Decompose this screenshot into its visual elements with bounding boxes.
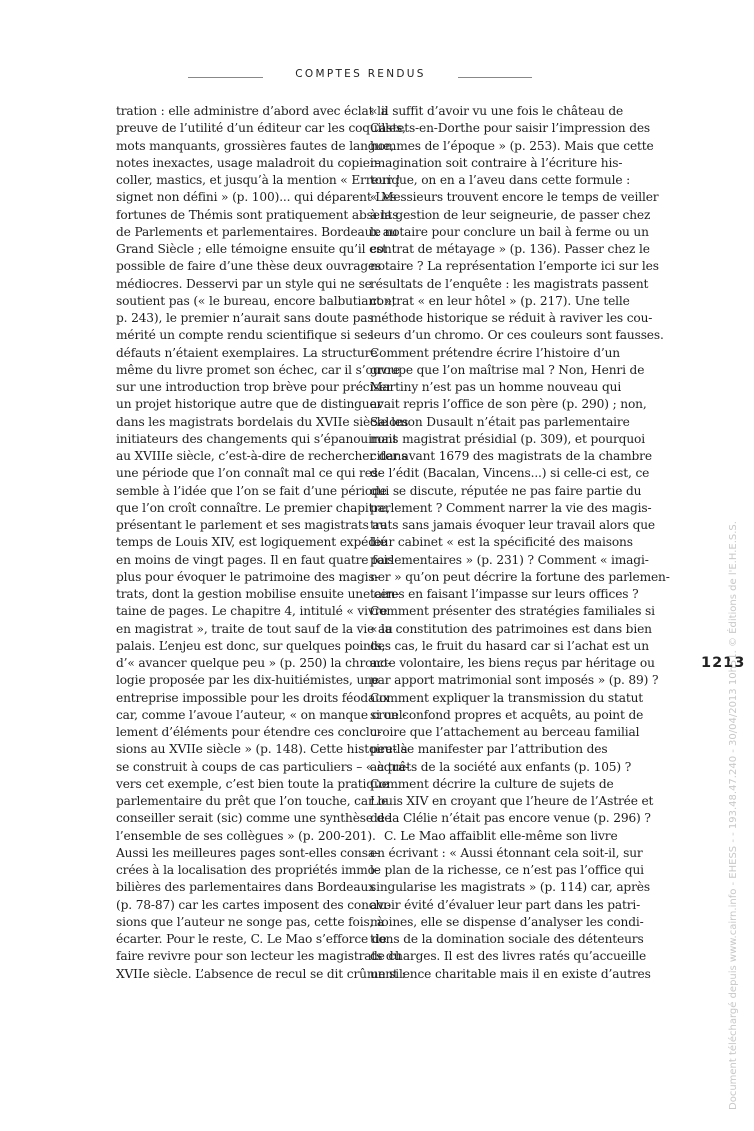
text-line: tions de la domination sociale des détenteurs: [370, 932, 644, 946]
text-line: contrat de métayage » (p. 136). Passer chez le: [370, 242, 650, 256]
text-line: Comment expliquer la transmission du statut: [370, 690, 644, 705]
text-line: sions que l’auteur ne songe pas, cette fois, à: [116, 914, 385, 929]
header-rule-left: [188, 77, 263, 78]
text-line: se construit à coups de cas particuliers – « à tra-: [116, 759, 410, 774]
download-watermark: Document téléchargé depuis www.cairn.info - EHESS - - 193.48.47.240 - 30/04/2013 10h51. © Éditions de l'E.H.E.S.S.: [728, 521, 739, 1110]
text-line: de charges. Il est des livres ratés qu’accueille: [370, 949, 647, 964]
text-line: Salomon Dusault n’était pas parlementaire: [370, 414, 630, 429]
text-line: trats, dont la gestion mobilise ensuite une cen-: [116, 587, 400, 601]
text-line: résultats de l’enquête : les magistrats passent: [370, 276, 649, 291]
text-line: si on confond propres et acquêts, au point de: [370, 707, 644, 722]
right-column: [370, 103, 670, 983]
text-line: palais. L’enjeu est donc, sur quelques points,: [116, 638, 386, 653]
text-line: sions au XVIIe siècle » (p. 148). Cette histoire-là: [116, 742, 408, 757]
text-line: groupe que l’on maîtrise mal ? Non, Henri de: [370, 362, 645, 377]
text-line: sur une introduction trop brève pour préciser: [116, 380, 393, 394]
text-line: par apport matrimonial sont imposés » (p. 89) ?: [370, 673, 659, 688]
text-line: temps de Louis XIV, est logiquement expédié: [116, 535, 387, 550]
text-line: écarter. Pour le reste, C. Le Mao s’efforce de: [116, 932, 387, 946]
text-line: acquêts de la société aux enfants (p. 105) ?: [370, 759, 632, 774]
running-head: COMPTES RENDUS: [295, 68, 426, 80]
text-line: (p. 78-87) car les cartes imposent des conclu-: [116, 897, 391, 912]
text-line: l’ensemble de ses collègues » (p. 200-201).: [116, 828, 376, 843]
text-line: imagination soit contraire à l’écriture his-: [370, 155, 623, 170]
text-line: médiocres. Desservi par un style qui ne se: [116, 276, 372, 291]
text-line: preuve de l’utilité d’un éditeur car les coquilles,: [116, 121, 406, 136]
text-line: XVIIe siècle. L’absence de recul se dit crûment :: [116, 966, 406, 981]
text-line: de Parlements et parlementaires. Bordeaux au: [116, 224, 398, 239]
text-line: avoir évité d’évaluer leur part dans les patri-: [370, 897, 641, 912]
text-line: contrat « en leur hôtel » (p. 217). Une telle: [370, 293, 630, 308]
text-line: signet non défini » (p. 100)... qui déparent Les: [116, 190, 397, 205]
text-line: « Messieurs trouvent encore le temps de veiller: [370, 190, 659, 205]
text-line: que l’on croît connaître. Le premier chapitre,: [116, 500, 390, 515]
text-line: Comment présenter des stratégies familiales si: [370, 604, 655, 619]
text-line: Louis XIV en croyant que l’heure de l’Astrée et: [370, 794, 654, 808]
text-line: au XVIIIe siècle, c’est-à-dire de rechercher dans: [116, 449, 408, 463]
text-line: « la constitution des patrimoines est dans bien: [370, 621, 652, 636]
text-line: des cas, le fruit du hasard car si l’achat est un: [370, 638, 649, 653]
text-line: lement d’éléments pour étendre ces conclu-: [116, 725, 382, 739]
text-line: en écrivant : « Aussi étonnant cela soit-il, sur: [370, 845, 643, 860]
text-line: méthode historique se réduit à raviver les cou-: [370, 311, 653, 325]
text-line: torique, on en a l’aveu dans cette formule :: [370, 173, 631, 187]
text-line: leurs d’un chromo. Or ces couleurs sont fausses.: [370, 328, 664, 343]
page-number: 1213: [701, 655, 746, 671]
text-line: trats sans jamais évoquer leur travail alors que: [370, 518, 655, 532]
text-line: Castets-en-Dorthe pour saisir l’impression des: [370, 121, 651, 136]
text-line: hommes de l’époque » (p. 253). Mais que cette: [370, 138, 654, 153]
text-line: une période que l’on connaît mal ce qui res-: [116, 466, 382, 481]
text-line: ner » qu’on peut décrire la fortune des parlemen-: [370, 569, 670, 584]
left-column: [116, 103, 410, 983]
text-line: un projet historique autre que de distinguer: [116, 397, 383, 412]
text-line: qui se discute, réputée ne pas faire partie du: [370, 483, 642, 498]
text-line: tration : elle administre d’abord avec éclat la: [116, 104, 388, 118]
text-line: Comment décrire la culture de sujets de: [370, 776, 614, 791]
text-line: de la Clélie n’était pas encore venue (p. 296) ?: [370, 811, 651, 826]
paragraph: [116, 103, 410, 983]
text-line: parlementaire du prêt que l’on touche, car le: [116, 794, 389, 808]
text-line: à la gestion de leur seigneurie, de passer chez: [370, 207, 651, 222]
text-line: notes inexactes, usage maladroit du copier-: [116, 155, 380, 170]
text-line: mots manquants, grossières fautes de langue,: [116, 138, 394, 153]
text-line: acte volontaire, les biens reçus par héritage ou: [370, 656, 655, 670]
text-line: Comment prétendre écrire l’histoire d’un: [370, 345, 620, 360]
text-line: plus pour évoquer le patrimoine des magis-: [116, 569, 379, 584]
text-line: « il suffit d’avoir vu une fois le château de: [370, 104, 624, 118]
text-line: C. Le Mao affaiblit elle-même son livre: [384, 828, 618, 843]
text-line: le plan de la richesse, ce n’est pas l’office qui: [370, 863, 644, 877]
text-line: d’« avancer quelque peu » (p. 250) la chrono-: [116, 656, 392, 670]
text-line: entreprise impossible pour les droits féodaux: [116, 690, 390, 705]
text-line: citer avant 1679 des magistrats de la chambre: [370, 449, 652, 463]
paragraph: [370, 828, 651, 983]
text-line: logie proposée par les dix-huitiémistes, une: [116, 673, 379, 688]
text-line: car, comme l’avoue l’auteur, « on manque cruel-: [116, 707, 407, 722]
text-line: vers cet exemple, c’est bien toute la pratique: [116, 776, 389, 791]
text-line: avait repris l’office de son père (p. 290) ; non,: [370, 397, 647, 412]
text-line: singularise les magistrats » (p. 114) car, après: [370, 880, 650, 895]
text-line: parlementaires » (p. 231) ? Comment « imagi-: [370, 552, 649, 567]
text-line: crées à la localisation des propriétés immo-: [116, 863, 379, 877]
text-line: un silence charitable mais il en existe d’autres: [370, 966, 651, 981]
text-line: Martiny n’est pas un homme nouveau qui: [370, 380, 622, 394]
text-line: moines, elle se dispense d’analyser les condi-: [370, 914, 644, 929]
paragraph: [370, 103, 670, 828]
text-line: taine de pages. Le chapitre 4, intitulé « vivre: [116, 604, 388, 619]
text-line: p. 243), le premier n’aurait sans doute pas: [116, 311, 374, 325]
text-line: leur cabinet « est la spécificité des maisons: [370, 535, 633, 550]
text-line: faire revivre pour son lecteur les magistrats du: [116, 949, 402, 964]
text-line: bilières des parlementaires dans Bordeaux: [116, 880, 375, 895]
text-line: présentant le parlement et ses magistrats au: [116, 518, 388, 532]
text-line: croire que l’attachement au berceau familial: [370, 725, 640, 739]
text-line: parlement ? Comment narrer la vie des magis-: [370, 500, 652, 515]
text-line: de l’édit (Bacalan, Vincens...) si celle-ci est, ce: [370, 466, 650, 481]
text-line: notaire ? La représentation l’emporte ici sur les: [370, 259, 659, 274]
text-line: en magistrat », traite de tout sauf de la vie au: [116, 621, 393, 636]
text-line: soutient pas (« le bureau, encore balbutiant »,: [116, 293, 396, 308]
text-line: fortunes de Thémis sont pratiquement absents: [116, 207, 399, 222]
text-line: semble à l’idée que l’on se fait d’une période: [116, 483, 387, 498]
text-line: Aussi les meilleures pages sont-elles consa-: [116, 845, 379, 860]
text-line: peut se manifester par l’attribution des: [370, 742, 608, 757]
text-line: possible de faire d’une thèse deux ouvrages: [116, 259, 382, 274]
text-line: coller, mastics, et jusqu’à la mention « Erreur !: [116, 173, 401, 187]
text-line: en moins de vingt pages. Il en faut quatre fois: [116, 552, 394, 567]
text-line: dans les magistrats bordelais du XVIIe siècle les: [116, 414, 409, 429]
text-line: taires en faisant l’impasse sur leurs offices ?: [370, 587, 639, 601]
text-line: initiateurs des changements qui s’épanouiront: [116, 431, 398, 446]
text-line: mais magistrat présidial (p. 309), et pourquoi: [370, 431, 645, 446]
text-line: même du livre promet son échec, car il s’ouvre: [116, 362, 400, 377]
text-line: défauts n’étaient exemplaires. La structure: [116, 345, 378, 360]
text-line: Grand Siècle ; elle témoigne ensuite qu’il est: [116, 242, 388, 256]
text-line: conseiller serait (sic) comme une synthèse de: [116, 811, 392, 826]
text-line: mérité un compte rendu scientifique si ses: [116, 328, 374, 343]
header-rule-right: [458, 77, 532, 78]
text-line: le notaire pour conclure un bail à ferme ou un: [370, 224, 649, 239]
